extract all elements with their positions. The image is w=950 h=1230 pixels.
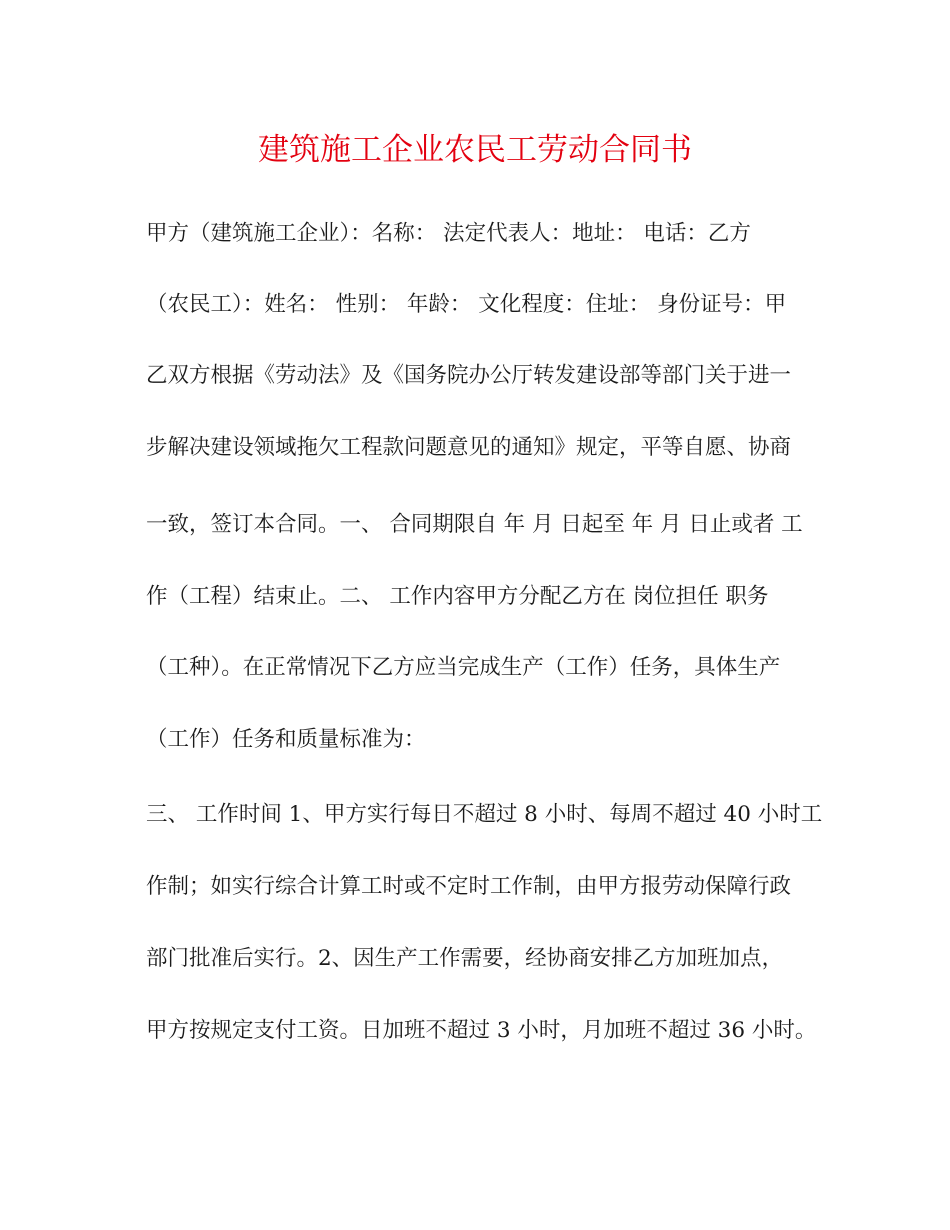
- body-line-9: 三、 工作时间 1、甲方实行每日不超过 8 小时、每周不超过 40 小时工: [146, 802, 823, 827]
- body-line-1: 甲方（建筑施工企业）：名称： 法定代表人：地址： 电话：乙方: [146, 221, 751, 246]
- body-line-12: 甲方按规定支付工资。日加班不超过 3 小时，月加班不超过 36 小时。: [146, 1018, 817, 1043]
- body-line-4: 步解决建设领域拖欠工程款问题意见的通知》规定，平等自愿、协商: [146, 435, 792, 460]
- body-line-5: 一致，签订本合同。一、 合同期限自 年 月 日起至 年 月 日止或者 工: [146, 512, 803, 537]
- body-line-6: 作（工程）结束止。二、 工作内容甲方分配乙方在 岗位担任 职务: [146, 584, 769, 609]
- body-line-2: （农民工）：姓名： 性别： 年龄： 文化程度：住址： 身份证号：甲: [146, 292, 787, 317]
- body-line-8: （工作）任务和质量标准为：: [146, 727, 426, 752]
- body-line-10: 作制；如实行综合计算工时或不定时工作制，由甲方报劳动保障行政: [146, 874, 792, 899]
- body-line-7: （工种）。在正常情况下乙方应当完成生产（工作）任务，具体生产: [146, 655, 781, 680]
- body-line-3: 乙双方根据《劳动法》及《国务院办公厅转发建设部等部门关于进一: [146, 363, 792, 388]
- document-title: 建筑施工企业农民工劳动合同书: [258, 132, 692, 168]
- body-line-11: 部门批准后实行。2、因生产工作需要，经协商安排乙方加班加点，: [146, 946, 784, 971]
